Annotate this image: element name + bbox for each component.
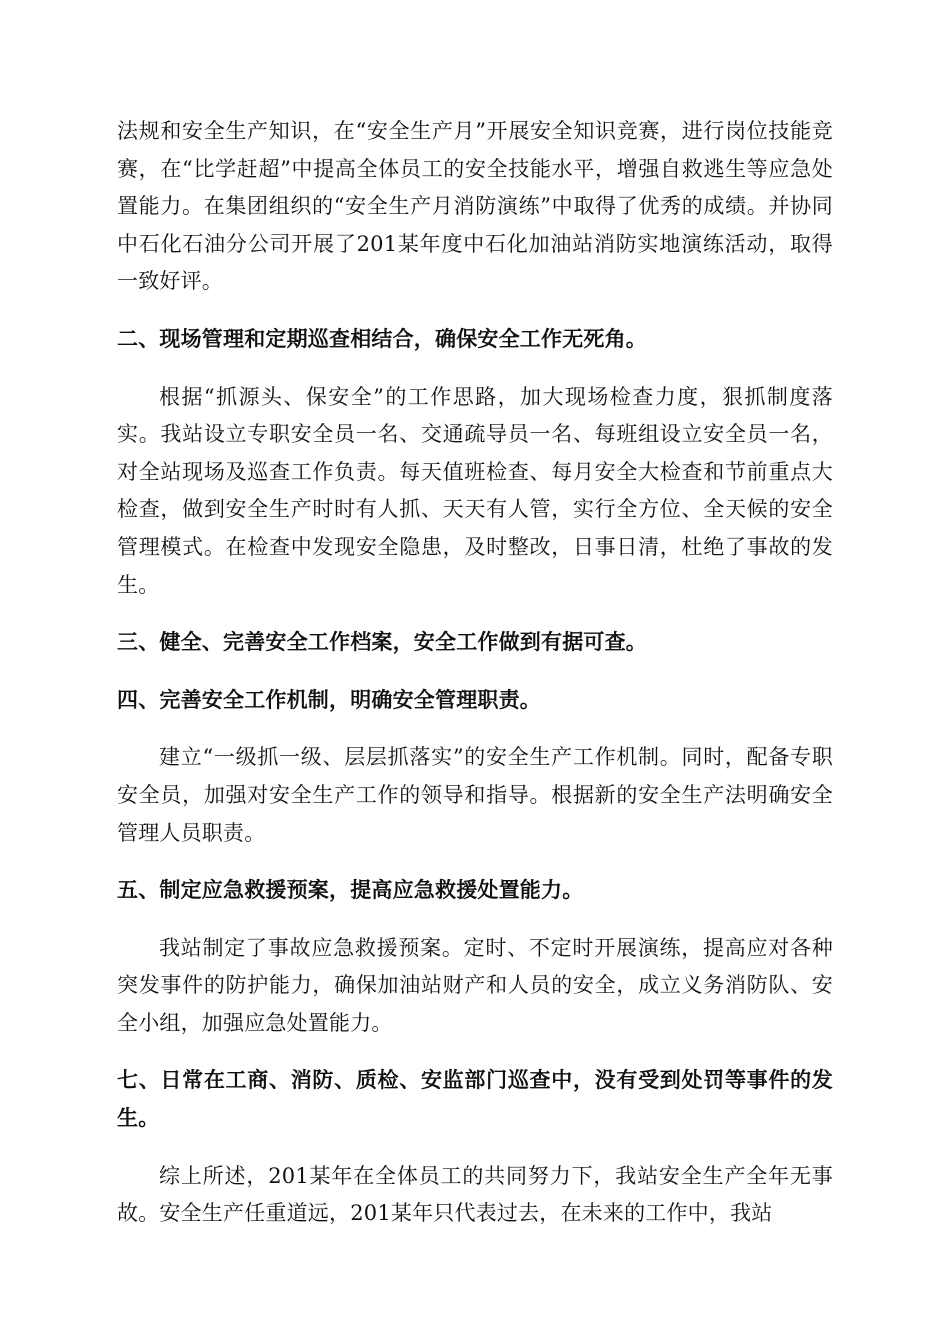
paragraph-site-inspection: 根据“抓源头、保安全”的工作思路，加大现场检查力度，狠抓制度落实。我站设立专职安全员一名、交通疏导员一名、每班组设立安全员一名，对全站现场及巡查工作负责。每天值班检查、每月安全大检查和节前重点大检查，做到安全生产时时有人抓、天天有人管，实行全方位、全天候的安全管理模式。在检查中发现安全隐患，及时整改，日事日清，杜绝了事故的发生。 (117, 384, 833, 597)
paragraph-emergency-plan: 我站制定了事故应急救援预案。定时、不定时开展演练，提高应对各种突发事件的防护能力，确保加油站财产和人员的安全，成立义务消防队、安全小组，加强应急处置能力。 (117, 935, 833, 1035)
paragraph-work-mechanism: 建立“一级抓一级、层层抓落实”的安全生产工作机制。同时，配备专职安全员，加强对安全生产工作的领导和指导。根据新的安全生产法明确安全管理人员职责。 (117, 745, 833, 845)
heading-no-penalties: 七、日常在工商、消防、质检、安监部门巡查中，没有受到处罚等事件的发生。 (117, 1068, 833, 1131)
heading-work-mechanism: 四、完善安全工作机制，明确安全管理职责。 (117, 687, 541, 712)
heading-emergency-plan: 五、制定应急救援预案，提高应急救援处置能力。 (117, 878, 584, 903)
paragraph-summary: 综上所述，201某年在全体员工的共同努力下，我站安全生产全年无事故。安全生产任重道远，201某年只代表过去，在未来的工作中，我站 (117, 1163, 833, 1226)
heading-site-management: 二、现场管理和定期巡查相结合，确保安全工作无死角。 (117, 326, 647, 351)
paragraph-safety-knowledge: 法规和安全生产知识，在“安全生产月”开展安全知识竞赛，进行岗位技能竞赛，在“比学赶超”中提高全体员工的安全技能水平，增强自救逃生等应急处置能力。在集团组织的“安全生产月消防演练”中取得了优秀的成绩。并协同中石化石油分公司开展了201某年度中石化加油站消防实地演练活动，取得一致好评。 (117, 119, 833, 294)
document-page (117, 113, 833, 1253)
heading-safety-archives: 三、健全、完善安全工作档案，安全工作做到有据可查。 (117, 630, 647, 655)
